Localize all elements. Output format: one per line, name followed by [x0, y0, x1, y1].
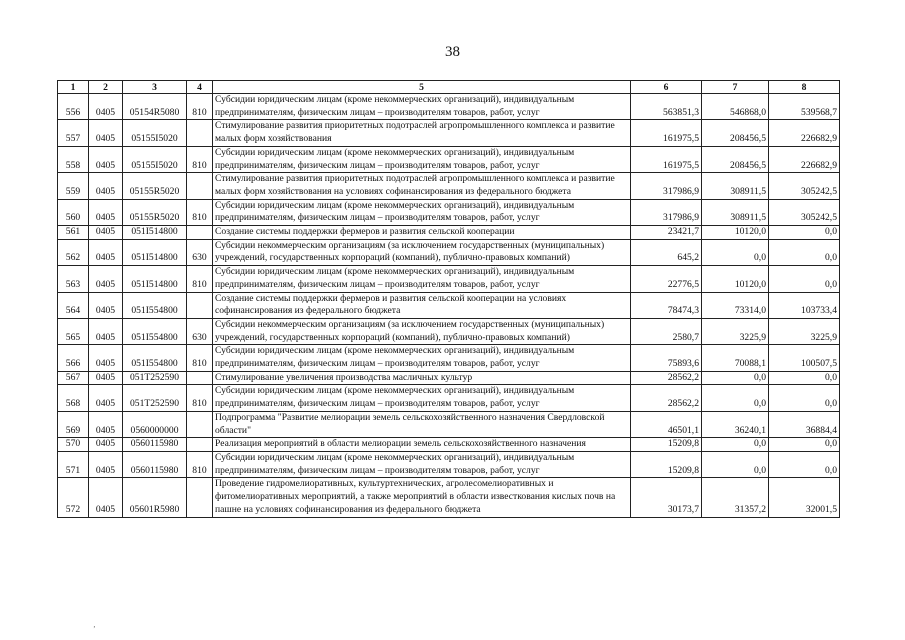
description-cell: Субсидии некоммерческим организациям (за исключением государственных (муниципальных) учреждений, государственных корпораций (компаний), публично-правовых компаний) [213, 239, 631, 265]
target-article-cell: 051I514800 [123, 266, 187, 292]
amount-year-2-cell: 308911,5 [702, 199, 769, 225]
target-article-cell: 051I514800 [123, 239, 187, 265]
row-number-cell: 567 [58, 371, 89, 385]
column-header: 3 [123, 81, 187, 94]
target-article-cell: 051T252590 [123, 385, 187, 411]
amount-year-3-cell: 36884,4 [769, 411, 840, 437]
column-header: 7 [702, 81, 769, 94]
target-article-cell: 05155R5020 [123, 199, 187, 225]
expense-type-cell [187, 120, 213, 146]
table-row [58, 438, 840, 452]
row-number-cell: 571 [58, 451, 89, 477]
target-article-cell: 05155R5020 [123, 173, 187, 199]
section-code-cell: 0405 [89, 120, 123, 146]
row-number-cell: 570 [58, 438, 89, 452]
amount-year-3-cell: 226682,9 [769, 146, 840, 172]
section-code-cell: 0405 [89, 438, 123, 452]
description-cell: Субсидии юридическим лицам (кроме некоммерческих организаций), индивидуальным предпринимателям, физическим лицам – производителям товаров, работ, услуг [213, 385, 631, 411]
section-code-cell: 0405 [89, 385, 123, 411]
expense-type-cell [187, 173, 213, 199]
amount-year-2-cell: 36240,1 [702, 411, 769, 437]
amount-year-3-cell: 0,0 [769, 266, 840, 292]
amount-year-1-cell: 22776,5 [631, 266, 702, 292]
table-row [58, 94, 840, 120]
row-number-cell: 572 [58, 478, 89, 517]
amount-year-3-cell: 226682,9 [769, 120, 840, 146]
row-number-cell: 565 [58, 318, 89, 344]
amount-year-2-cell: 308911,5 [702, 173, 769, 199]
description-cell: Стимулирование развития приоритетных подотраслей агропромышленного комплекса и развитие малых форм хозяйствования на условиях софинансирования из федерального бюджета [213, 173, 631, 199]
section-code-cell: 0405 [89, 411, 123, 437]
description-cell: Субсидии некоммерческим организациям (за исключением государственных (муниципальных) учреждений, государственных корпораций (компаний), публично-правовых компаний) [213, 318, 631, 344]
amount-year-1-cell: 15209,8 [631, 438, 702, 452]
expense-type-cell: 810 [187, 199, 213, 225]
section-code-cell: 0405 [89, 318, 123, 344]
table-row [58, 385, 840, 411]
amount-year-2-cell: 0,0 [702, 438, 769, 452]
amount-year-1-cell: 2580,7 [631, 318, 702, 344]
row-number-cell: 559 [58, 173, 89, 199]
target-article-cell: 05154R5080 [123, 94, 187, 120]
amount-year-1-cell: 75893,6 [631, 345, 702, 371]
target-article-cell: 051I554800 [123, 292, 187, 318]
target-article-cell: 051I554800 [123, 345, 187, 371]
target-article-cell: 051T252590 [123, 371, 187, 385]
amount-year-1-cell: 23421,7 [631, 226, 702, 240]
description-cell: Создание системы поддержки фермеров и развития сельской кооперации [213, 226, 631, 240]
target-article-cell: 05155I5020 [123, 120, 187, 146]
table-row [58, 226, 840, 240]
section-code-cell: 0405 [89, 94, 123, 120]
table-row [58, 239, 840, 265]
target-article-cell: 051I554800 [123, 318, 187, 344]
expense-type-cell [187, 438, 213, 452]
row-number-cell: 556 [58, 94, 89, 120]
description-cell: Субсидии юридическим лицам (кроме некоммерческих организаций), индивидуальным предпринимателям, физическим лицам – производителям товаров, работ, услуг [213, 199, 631, 225]
target-article-cell: 0560115980 [123, 438, 187, 452]
amount-year-1-cell: 161975,5 [631, 146, 702, 172]
target-article-cell: 0560000000 [123, 411, 187, 437]
budget-table [57, 80, 840, 518]
amount-year-3-cell: 100507,5 [769, 345, 840, 371]
column-header: 5 [213, 81, 631, 94]
table-row [58, 146, 840, 172]
section-code-cell: 0405 [89, 239, 123, 265]
description-cell: Субсидии юридическим лицам (кроме некоммерческих организаций), индивидуальным предпринимателям, физическим лицам – производителям товаров, работ, услуг [213, 266, 631, 292]
description-cell: Стимулирование увеличения производства масличных культур [213, 371, 631, 385]
description-cell: Субсидии юридическим лицам (кроме некоммерческих организаций), индивидуальным предпринимателям, физическим лицам – производителям товаров, работ, услуг [213, 146, 631, 172]
amount-year-2-cell: 3225,9 [702, 318, 769, 344]
amount-year-1-cell: 46501,1 [631, 411, 702, 437]
target-article-cell: 05155I5020 [123, 146, 187, 172]
amount-year-1-cell: 28562,2 [631, 385, 702, 411]
amount-year-2-cell: 10120,0 [702, 226, 769, 240]
table-row [58, 266, 840, 292]
row-number-cell: 557 [58, 120, 89, 146]
amount-year-2-cell: 31357,2 [702, 478, 769, 517]
column-header: 8 [769, 81, 840, 94]
row-number-cell: 568 [58, 385, 89, 411]
amount-year-1-cell: 30173,7 [631, 478, 702, 517]
expense-type-cell: 810 [187, 266, 213, 292]
amount-year-3-cell: 305242,5 [769, 199, 840, 225]
section-code-cell: 0405 [89, 371, 123, 385]
amount-year-1-cell: 15209,8 [631, 451, 702, 477]
scan-mark: ‚ [93, 620, 96, 629]
amount-year-2-cell: 546868,0 [702, 94, 769, 120]
column-header: 4 [187, 81, 213, 94]
amount-year-1-cell: 317986,9 [631, 173, 702, 199]
row-number-cell: 561 [58, 226, 89, 240]
description-cell: Проведение гидромелиоративных, культуртехнических, агролесомелиоративных и фитомелиоративных мероприятий, а также мероприятий в области известкования кислых почв на пашне на условиях софинансирования из федерального бюджета [213, 478, 631, 517]
column-header: 1 [58, 81, 89, 94]
amount-year-3-cell: 0,0 [769, 385, 840, 411]
amount-year-2-cell: 0,0 [702, 451, 769, 477]
amount-year-2-cell: 73314,0 [702, 292, 769, 318]
amount-year-3-cell: 0,0 [769, 371, 840, 385]
amount-year-3-cell: 305242,5 [769, 173, 840, 199]
column-header: 6 [631, 81, 702, 94]
expense-type-cell [187, 411, 213, 437]
target-article-cell: 051I514800 [123, 226, 187, 240]
row-number-cell: 560 [58, 199, 89, 225]
table-body [58, 94, 840, 518]
expense-type-cell: 630 [187, 318, 213, 344]
expense-type-cell: 810 [187, 451, 213, 477]
amount-year-2-cell: 0,0 [702, 371, 769, 385]
amount-year-3-cell: 0,0 [769, 226, 840, 240]
expense-type-cell [187, 226, 213, 240]
row-number-cell: 563 [58, 266, 89, 292]
amount-year-1-cell: 28562,2 [631, 371, 702, 385]
description-cell: Создание системы поддержки фермеров и развития сельской кооперации на условиях софинансирования из федерального бюджета [213, 292, 631, 318]
table-row [58, 120, 840, 146]
column-header: 2 [89, 81, 123, 94]
row-number-cell: 562 [58, 239, 89, 265]
section-code-cell: 0405 [89, 146, 123, 172]
row-number-cell: 569 [58, 411, 89, 437]
amount-year-1-cell: 161975,5 [631, 120, 702, 146]
section-code-cell: 0405 [89, 292, 123, 318]
section-code-cell: 0405 [89, 199, 123, 225]
table-row [58, 345, 840, 371]
target-article-cell: 0560115980 [123, 451, 187, 477]
section-code-cell: 0405 [89, 226, 123, 240]
section-code-cell: 0405 [89, 478, 123, 517]
row-number-cell: 558 [58, 146, 89, 172]
amount-year-3-cell: 0,0 [769, 239, 840, 265]
amount-year-3-cell: 103733,4 [769, 292, 840, 318]
amount-year-2-cell: 208456,5 [702, 146, 769, 172]
table-row [58, 478, 840, 517]
description-cell: Реализация мероприятий в области мелиорации земель сельскохозяйственного назначения [213, 438, 631, 452]
expense-type-cell: 810 [187, 345, 213, 371]
description-cell: Субсидии юридическим лицам (кроме некоммерческих организаций), индивидуальным предпринимателям, физическим лицам – производителям товаров, работ, услуг [213, 345, 631, 371]
amount-year-1-cell: 317986,9 [631, 199, 702, 225]
amount-year-2-cell: 208456,5 [702, 120, 769, 146]
amount-year-3-cell: 32001,5 [769, 478, 840, 517]
description-cell: Субсидии юридическим лицам (кроме некоммерческих организаций), индивидуальным предпринимателям, физическим лицам – производителям товаров, работ, услуг [213, 94, 631, 120]
section-code-cell: 0405 [89, 266, 123, 292]
section-code-cell: 0405 [89, 451, 123, 477]
expense-type-cell [187, 292, 213, 318]
expense-type-cell: 630 [187, 239, 213, 265]
section-code-cell: 0405 [89, 173, 123, 199]
description-cell: Субсидии юридическим лицам (кроме некоммерческих организаций), индивидуальным предпринимателям, физическим лицам – производителям товаров, работ, услуг [213, 451, 631, 477]
target-article-cell: 05601R5980 [123, 478, 187, 517]
table-row [58, 318, 840, 344]
section-code-cell: 0405 [89, 345, 123, 371]
amount-year-2-cell: 10120,0 [702, 266, 769, 292]
amount-year-2-cell: 0,0 [702, 385, 769, 411]
amount-year-3-cell: 539568,7 [769, 94, 840, 120]
description-cell: Стимулирование развития приоритетных подотраслей агропромышленного комплекса и развитие малых форм хозяйствования [213, 120, 631, 146]
row-number-cell: 566 [58, 345, 89, 371]
expense-type-cell [187, 371, 213, 385]
table-row [58, 292, 840, 318]
amount-year-2-cell: 70088,1 [702, 345, 769, 371]
table-row [58, 371, 840, 385]
table-header-row [58, 81, 840, 94]
expense-type-cell [187, 478, 213, 517]
table-row [58, 173, 840, 199]
expense-type-cell: 810 [187, 385, 213, 411]
table-row [58, 411, 840, 437]
amount-year-3-cell: 3225,9 [769, 318, 840, 344]
table-row [58, 451, 840, 477]
amount-year-3-cell: 0,0 [769, 438, 840, 452]
page-number: 38 [445, 44, 460, 60]
amount-year-1-cell: 78474,3 [631, 292, 702, 318]
description-cell: Подпрограмма "Развитие мелиорации земель сельскохозяйственного назначения Свердловской области" [213, 411, 631, 437]
expense-type-cell: 810 [187, 146, 213, 172]
amount-year-1-cell: 563851,3 [631, 94, 702, 120]
row-number-cell: 564 [58, 292, 89, 318]
table-row [58, 199, 840, 225]
amount-year-2-cell: 0,0 [702, 239, 769, 265]
amount-year-3-cell: 0,0 [769, 451, 840, 477]
expense-type-cell: 810 [187, 94, 213, 120]
amount-year-1-cell: 645,2 [631, 239, 702, 265]
